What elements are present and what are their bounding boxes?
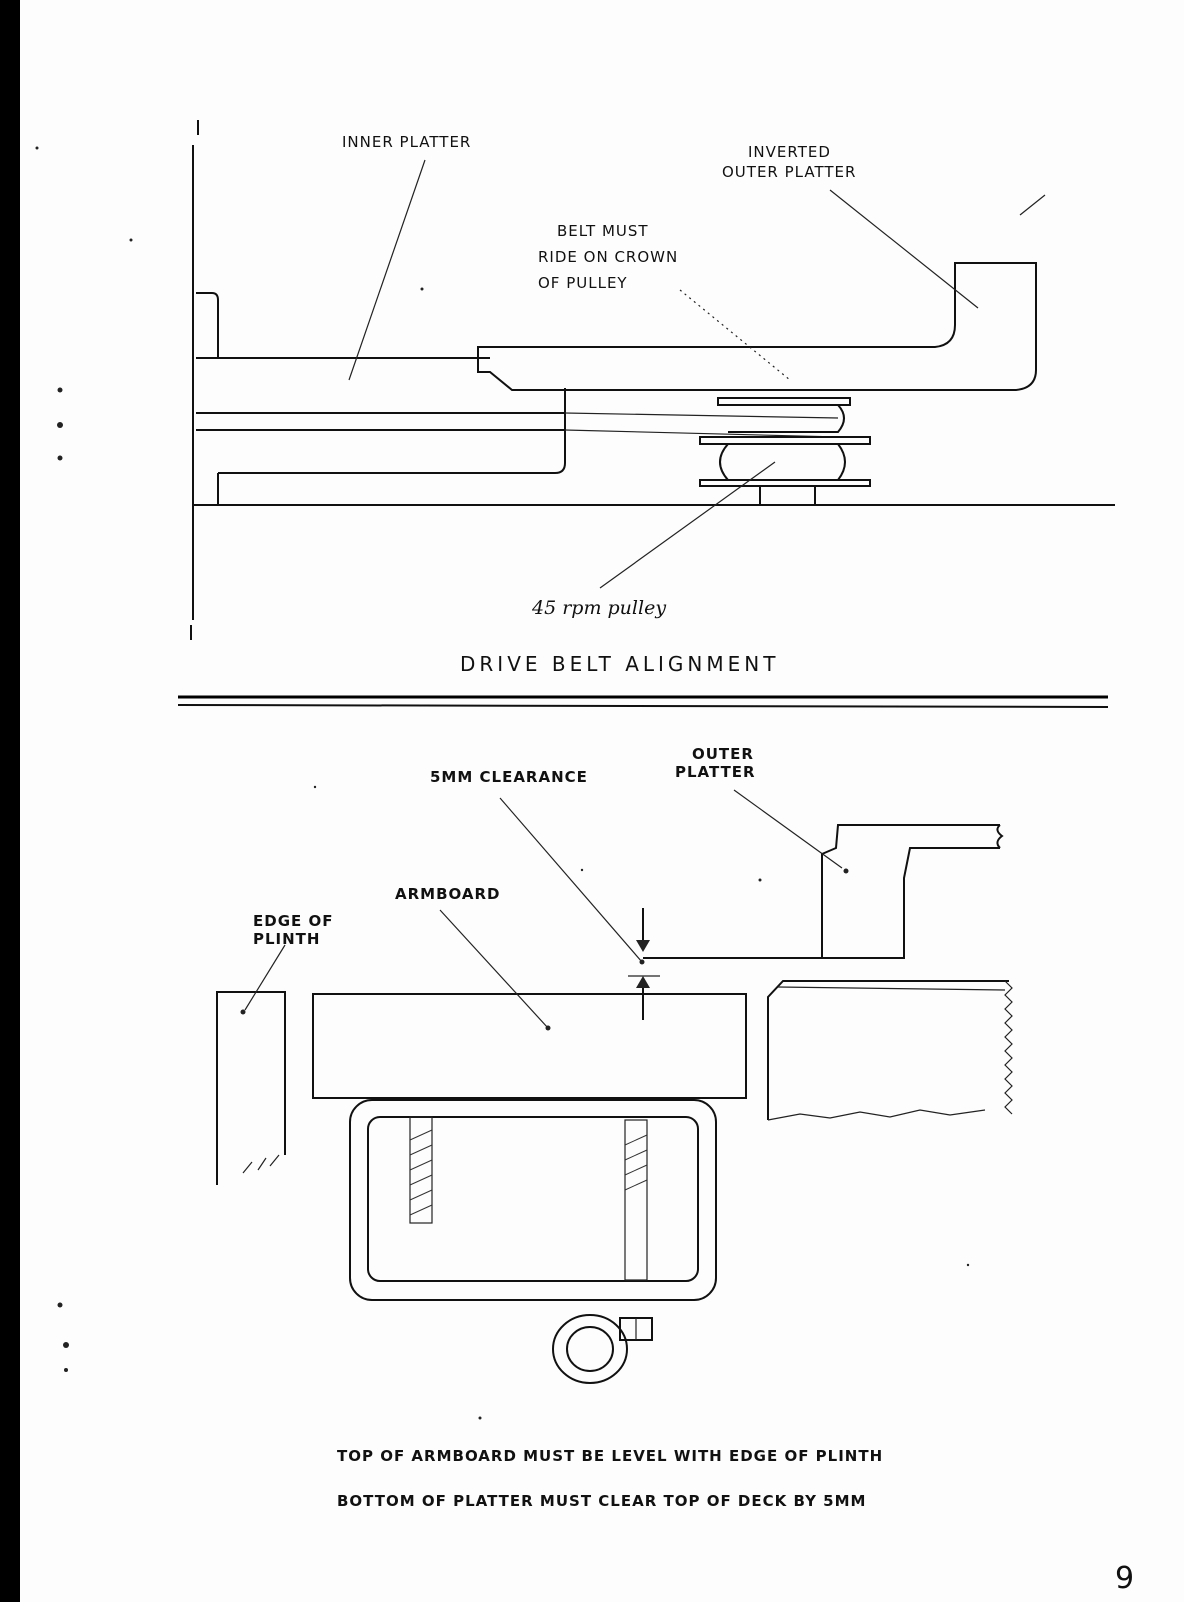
leader-plinth (245, 945, 285, 1010)
label-belt-note-3: OF PULLEY (538, 274, 628, 292)
dot-clearance (640, 960, 645, 965)
leader-belt-note (680, 290, 790, 380)
hatching-right (625, 1135, 647, 1190)
armboard-figure (217, 745, 1012, 1510)
deck-top-line (778, 987, 1005, 990)
deck-break-right (1005, 981, 1012, 1114)
plinth-edge (217, 992, 285, 1185)
note-armboard-level: TOP OF ARMBOARD MUST BE LEVEL WITH EDGE OF PLINTH (337, 1447, 884, 1465)
label-belt-note-1: BELT MUST (557, 222, 649, 240)
label-inner-platter: INNER PLATTER (342, 133, 472, 151)
drive-belt-figure (191, 120, 1115, 676)
pulley-mid-flange (700, 437, 870, 444)
plinth-break (243, 1155, 279, 1173)
caption-drive-belt: DRIVE BELT ALIGNMENT (460, 652, 780, 676)
leader-outer-platter (734, 790, 842, 868)
label-pulley: 45 rpm pulley (532, 597, 667, 619)
pulley-lower-flange (700, 480, 870, 486)
label-outer-platter: OUTER PLATTER (722, 163, 857, 181)
label-clearance: 5MM CLEARANCE (430, 768, 588, 786)
arm-mount-outer (350, 1100, 716, 1300)
hatching-left (410, 1130, 432, 1215)
leader-clearance (500, 798, 642, 962)
outer-platter-rim (822, 825, 1000, 958)
separator-lower (178, 705, 1108, 707)
dot-plinth (241, 1010, 246, 1015)
hatched-column-left (410, 1117, 432, 1223)
pulley-upper-body (728, 405, 844, 432)
adjustment-knob-inner (567, 1327, 613, 1371)
note-platter-clearance: BOTTOM OF PLATTER MUST CLEAR TOP OF DECK BY 5MM (337, 1492, 867, 1510)
pulley-crown (720, 444, 845, 480)
clearance-arrowhead-top (636, 940, 650, 952)
label-belt-note-2: RIDE ON CROWN (538, 248, 679, 266)
pulley-upper-flange (718, 398, 850, 405)
left-post (196, 293, 218, 358)
label-inverted: INVERTED (748, 143, 831, 161)
outer-platter-break (997, 825, 1002, 848)
dot-outer-platter (844, 869, 849, 874)
armboard (313, 994, 746, 1098)
leader-pulley (600, 462, 775, 588)
clearance-arrowhead-bottom (636, 976, 650, 988)
deck-break-bottom (768, 1110, 985, 1120)
leader-outer-platter (830, 190, 978, 308)
label-platter: PLATTER (675, 763, 756, 781)
leader-inner-platter (349, 160, 425, 380)
arm-mount-inner (368, 1117, 698, 1281)
label-plinth: PLINTH (253, 930, 321, 948)
label-edge-of: EDGE OF (253, 912, 334, 930)
label-armboard: ARMBOARD (395, 885, 501, 903)
dot-armboard (546, 1026, 551, 1031)
leader-armboard (440, 910, 548, 1028)
deck (768, 981, 1009, 1120)
adjustment-knob-outer (553, 1315, 627, 1383)
page-number: 9 (1115, 1561, 1135, 1596)
stray-mark (1020, 195, 1045, 215)
belt-upper (565, 413, 838, 418)
label-outer: OUTER (692, 745, 754, 763)
